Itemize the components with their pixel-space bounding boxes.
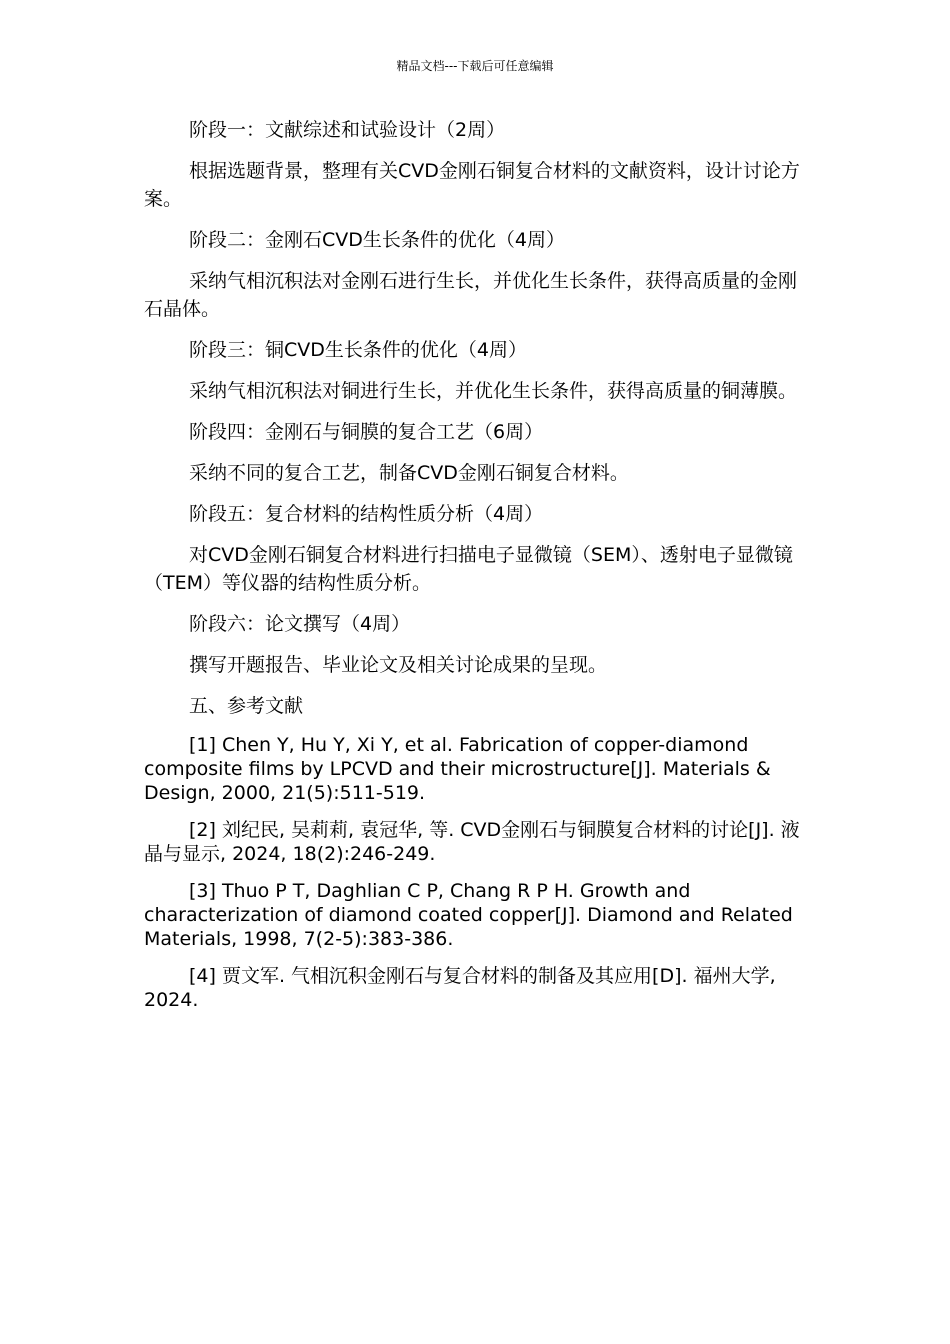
stage-3-heading: 阶段三：铜CVD生长条件的优化（4周） [189,339,527,361]
stage-4-text: 采纳不同的复合工艺，制备CVD金刚石铜复合材料。 [189,462,629,484]
references-heading: 五、参考文献 [189,695,304,717]
reference-2: [2] 刘纪民, 吴莉莉, 袁冠华, 等. CVD金刚石与铜膜复合材料的讨论[J]. 液晶与显示, 2024, 18(2):246-249. [144,819,800,865]
stage-6-text: 撰写开题报告、毕业论文及相关讨论成果的呈现。 [189,654,608,676]
stage-5-heading: 阶段五：复合材料的结构性质分析（4周） [189,503,544,525]
reference-4: [4] 贾文军. 气相沉积金刚石与复合材料的制备及其应用[D]. 福州大学, 2024. [144,965,776,1011]
page-header: 精品文档---下载后可任意编辑 [396,59,554,73]
stage-2-text: 采纳气相沉积法对金刚石进行生长，并优化生长条件，获得高质量的金刚石晶体。 [144,270,798,320]
stage-2-heading: 阶段二：金刚石CVD生长条件的优化（4周） [189,229,565,251]
document-body [144,116,810,1025]
stage-3-text: 采纳气相沉积法对铜进行生长，并优化生长条件，获得高质量的铜薄膜。 [189,380,798,402]
stage-5-text: 对CVD金刚石铜复合材料进行扫描电子显微镜（SEM）、透射电子显微镜（TEM）等仪器的结构性质分析。 [144,544,793,594]
stage-4-heading: 阶段四：金刚石与铜膜的复合工艺（6周） [189,421,544,443]
stage-1-heading: 阶段一：文献综述和试验设计（2周） [189,119,506,141]
reference-3: [3] Thuo P T, Daghlian C P, Chang R P H. Growth and characterization of diamond coated copper[J]. Diamond and Related Materials, 1998, 7(2-5):383-386. [144,880,793,950]
reference-1: [1] Chen Y, Hu Y, Xi Y, et al. Fabrication of copper-diamond composite films by LPCVD and their microstructure[J]. Materials & Design, 2000, 21(5):511-519. [144,734,771,804]
stage-1-text: 根据选题背景，整理有关CVD金刚石铜复合材料的文献资料，设计讨论方案。 [144,160,800,210]
stage-6-heading: 阶段六：论文撰写（4周） [189,613,411,635]
